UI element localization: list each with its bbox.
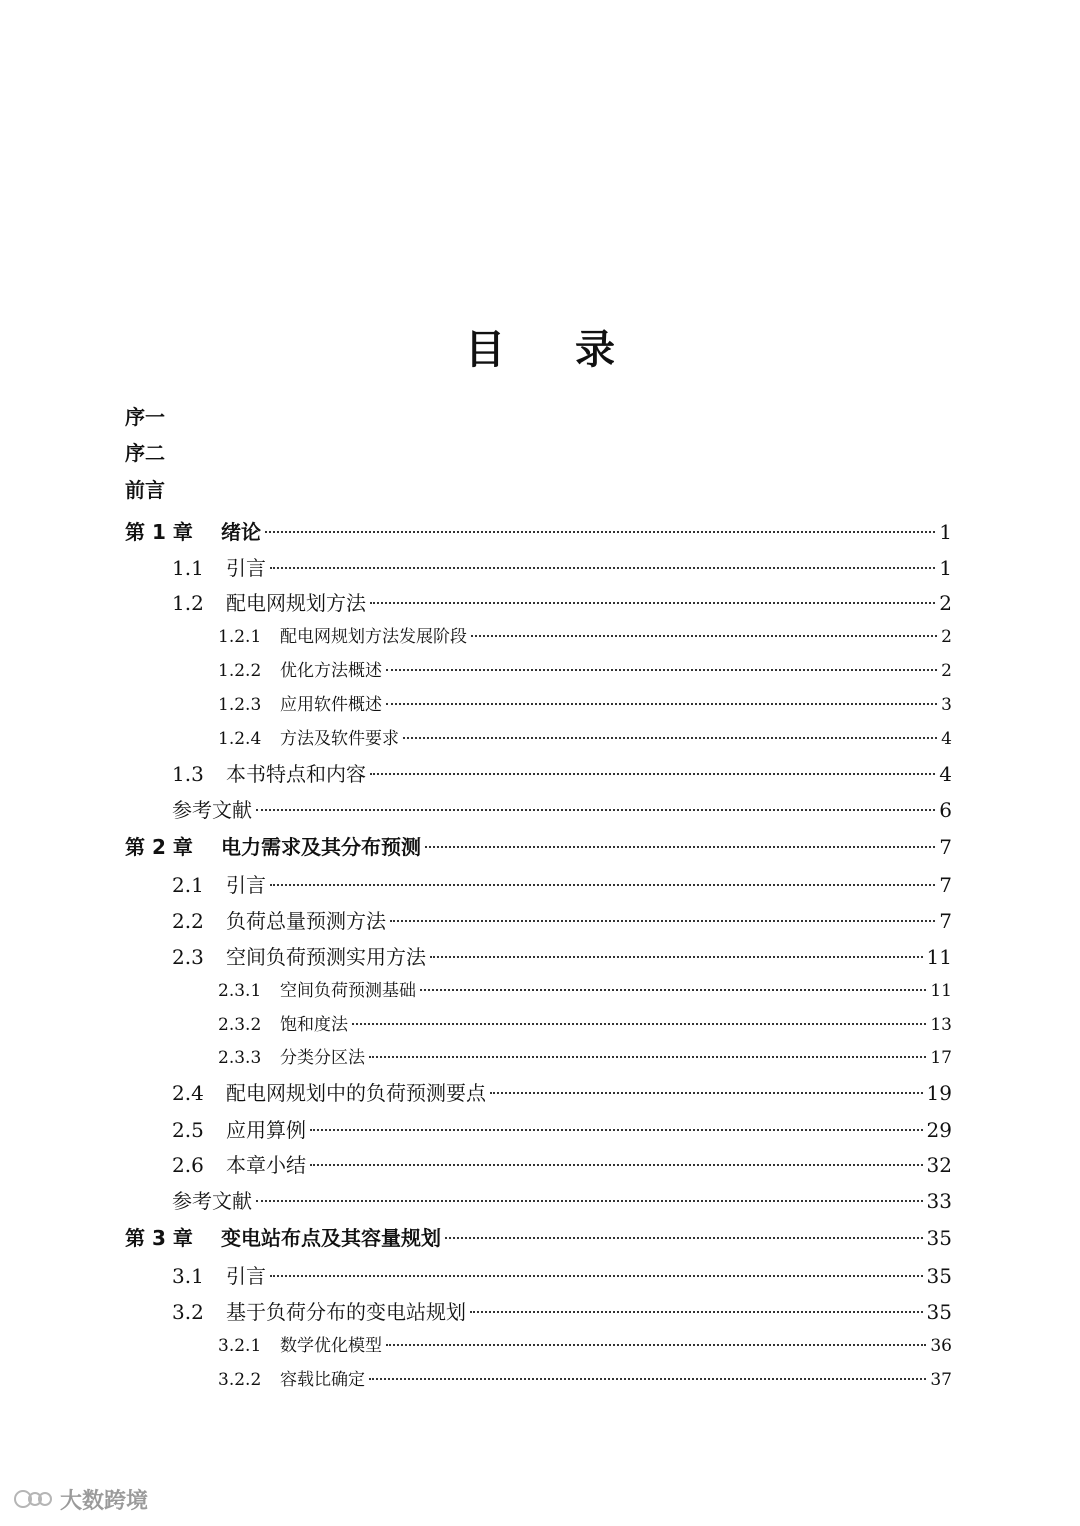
toc-page-number: 3	[941, 695, 952, 715]
toc-entry-title: 配电网规划中的负荷预测要点	[226, 1081, 486, 1105]
toc-entry-number: 2.6	[172, 1153, 204, 1177]
toc-entry-number: 3.1	[172, 1264, 204, 1288]
toc-entry-title: 变电站布点及其容量规划	[221, 1226, 441, 1250]
toc-entry-title: 参考文献	[172, 798, 252, 822]
toc-entry-sub[interactable]	[218, 1331, 952, 1361]
toc-entry-number: 第 2 章	[125, 835, 193, 859]
toc-page-number: 36	[930, 1336, 952, 1356]
toc-entry-sec[interactable]	[172, 1077, 952, 1107]
toc-entry-number: 3.2	[172, 1300, 204, 1324]
toc-entry-number: 1.2	[172, 591, 204, 615]
toc-page-number: 7	[939, 909, 952, 933]
toc-leader-dots	[369, 1056, 926, 1058]
toc-leader-dots	[470, 1311, 923, 1313]
toc-entry-sub[interactable]	[218, 690, 952, 720]
toc-leader-dots	[386, 669, 937, 671]
toc-entry-sec[interactable]	[172, 552, 952, 582]
toc-entry-title: 电力需求及其分布预测	[221, 835, 421, 859]
toc-page-number: 1	[939, 556, 952, 580]
toc-page-number: 11	[926, 945, 952, 969]
toc-entry-ref[interactable]	[172, 794, 952, 824]
toc-page-number: 6	[939, 798, 952, 822]
toc-entry-title: 参考文献	[172, 1189, 252, 1213]
toc-entry-title: 引言	[226, 1264, 266, 1288]
toc-page-number: 35	[926, 1226, 952, 1250]
toc-page-number: 29	[926, 1118, 952, 1142]
toc-entry-sub[interactable]	[218, 622, 952, 652]
toc-entry-title: 序二	[125, 441, 165, 465]
toc-page-number: 13	[930, 1015, 952, 1035]
toc-page-number: 2	[939, 591, 952, 615]
title-char-1: 目	[465, 327, 505, 373]
toc-entry-title: 序一	[125, 405, 165, 429]
toc-leader-dots	[265, 531, 935, 533]
toc-entry-title: 饱和度法	[280, 1015, 348, 1035]
toc-entry-number: 2.1	[172, 873, 204, 897]
title-char-2: 录	[575, 327, 615, 373]
toc-page-number: 1	[939, 520, 952, 544]
toc-entry-number: 3.2.2	[218, 1370, 262, 1390]
toc-entry-title: 应用算例	[226, 1118, 306, 1142]
toc-leader-dots	[370, 773, 935, 775]
toc-entry-sub[interactable]	[218, 1043, 952, 1073]
toc-page-number: 35	[926, 1264, 952, 1288]
toc-page-number: 11	[930, 981, 952, 1001]
toc-leader-dots	[471, 635, 937, 637]
toc-entry-title: 容载比确定	[280, 1370, 365, 1390]
toc-entry-number: 2.3.2	[218, 1015, 262, 1035]
toc-page-number: 32	[926, 1153, 952, 1177]
toc-entry-title: 数学优化模型	[280, 1336, 382, 1356]
toc-leader-dots	[386, 703, 937, 705]
toc-leader-dots	[256, 1200, 923, 1202]
toc-leader-dots	[430, 956, 923, 958]
toc-page-number: 2	[941, 661, 952, 681]
toc-leader-dots	[445, 1237, 923, 1239]
toc-leader-dots	[369, 1378, 926, 1380]
toc-page-number: 7	[939, 835, 952, 859]
toc-entry-sub[interactable]	[218, 656, 952, 686]
toc-entry-number: 2.3	[172, 945, 204, 969]
toc-front-item[interactable]	[125, 401, 952, 431]
toc-entry-title: 应用软件概述	[280, 695, 382, 715]
toc-entry-number: 2.5	[172, 1118, 204, 1142]
toc-leader-dots	[370, 602, 935, 604]
toc-leader-dots	[270, 1275, 923, 1277]
toc-entry-title: 空间负荷预测实用方法	[226, 945, 426, 969]
toc-page-number: 19	[926, 1081, 952, 1105]
toc-leader-dots	[403, 737, 937, 739]
toc-entry-number: 1.2.2	[218, 661, 262, 681]
toc-entry-number: 2.3.3	[218, 1048, 262, 1068]
toc-entry-number: 1.1	[172, 556, 204, 580]
toc-entry-sec[interactable]	[172, 758, 952, 788]
toc-leader-dots	[270, 567, 935, 569]
toc-entry-ch[interactable]	[125, 516, 952, 546]
toc-leader-dots	[490, 1092, 923, 1094]
toc-leader-dots	[270, 884, 935, 886]
toc-entry-number: 2.3.1	[218, 981, 262, 1001]
toc-entry-title: 方法及软件要求	[280, 729, 399, 749]
toc-entry-title: 本书特点和内容	[226, 762, 366, 786]
toc-entry-sub[interactable]	[218, 1365, 952, 1395]
toc-page-number: 37	[930, 1370, 952, 1390]
toc-entry-sec[interactable]	[172, 905, 952, 935]
toc-entry-sec[interactable]	[172, 1260, 952, 1290]
toc-leader-dots	[390, 920, 935, 922]
toc-entry-number: 1.2.1	[218, 627, 262, 647]
toc-entry-sec[interactable]	[172, 869, 952, 899]
toc-page-number: 7	[939, 873, 952, 897]
toc-entry-sec[interactable]	[172, 587, 952, 617]
toc-entry-title: 引言	[226, 873, 266, 897]
toc-entry-number: 第 1 章	[125, 520, 193, 544]
toc-leader-dots	[310, 1164, 923, 1166]
toc-entry-sec[interactable]	[172, 1149, 952, 1179]
toc-page-number: 2	[941, 627, 952, 647]
toc-entry-ref[interactable]	[172, 1185, 952, 1215]
toc-entry-title: 分类分区法	[280, 1048, 365, 1068]
toc-entry-sec[interactable]	[172, 941, 952, 971]
watermark	[14, 1484, 148, 1514]
toc-entry-title: 配电网规划方法发展阶段	[280, 627, 467, 647]
toc-entry-number: 1.3	[172, 762, 204, 786]
toc-leader-dots	[310, 1129, 923, 1131]
toc-front-item[interactable]	[125, 437, 952, 467]
toc-entry-title: 绪论	[221, 520, 261, 544]
toc-leader-dots	[420, 989, 926, 991]
watermark-text: 大数跨境	[60, 1488, 149, 1514]
toc-entry-title: 引言	[226, 556, 266, 580]
toc-entry-number: 第 3 章	[125, 1226, 193, 1250]
toc-entry-title: 前言	[125, 478, 165, 502]
toc-leader-dots	[256, 809, 935, 811]
toc-entry-number: 3.2.1	[218, 1336, 262, 1356]
toc-leader-dots	[386, 1344, 926, 1346]
toc-leader-dots	[425, 846, 935, 848]
watermark-logo-icon	[14, 1486, 54, 1512]
toc-entry-sec[interactable]	[172, 1296, 952, 1326]
toc-entry-ch[interactable]	[125, 1222, 952, 1252]
toc-entry-sub[interactable]	[218, 976, 952, 1006]
toc-entry-title: 空间负荷预测基础	[280, 981, 416, 1001]
toc-page-number: 35	[926, 1300, 952, 1324]
toc-entry-title: 基于负荷分布的变电站规划	[226, 1300, 466, 1324]
toc-entry-sub[interactable]	[218, 724, 952, 754]
toc-entry-number: 2.2	[172, 909, 204, 933]
toc-entry-title: 优化方法概述	[280, 661, 382, 681]
toc-page-number: 4	[939, 762, 952, 786]
toc-page-number: 17	[930, 1048, 952, 1068]
toc-entry-ch[interactable]	[125, 831, 952, 861]
toc-front-item[interactable]	[125, 474, 952, 504]
toc-entry-number: 2.4	[172, 1081, 204, 1105]
toc-entry-title: 配电网规划方法	[226, 591, 366, 615]
toc-entry-title: 负荷总量预测方法	[226, 909, 386, 933]
toc-page-number: 4	[941, 729, 952, 749]
toc-entry-number: 1.2.4	[218, 729, 262, 749]
toc-entry-sub[interactable]	[218, 1010, 952, 1040]
toc-entry-number: 1.2.3	[218, 695, 262, 715]
toc-leader-dots	[352, 1023, 926, 1025]
toc-entry-sec[interactable]	[172, 1114, 952, 1144]
toc-page-number: 33	[926, 1189, 952, 1213]
toc-entry-title: 本章小结	[226, 1153, 306, 1177]
